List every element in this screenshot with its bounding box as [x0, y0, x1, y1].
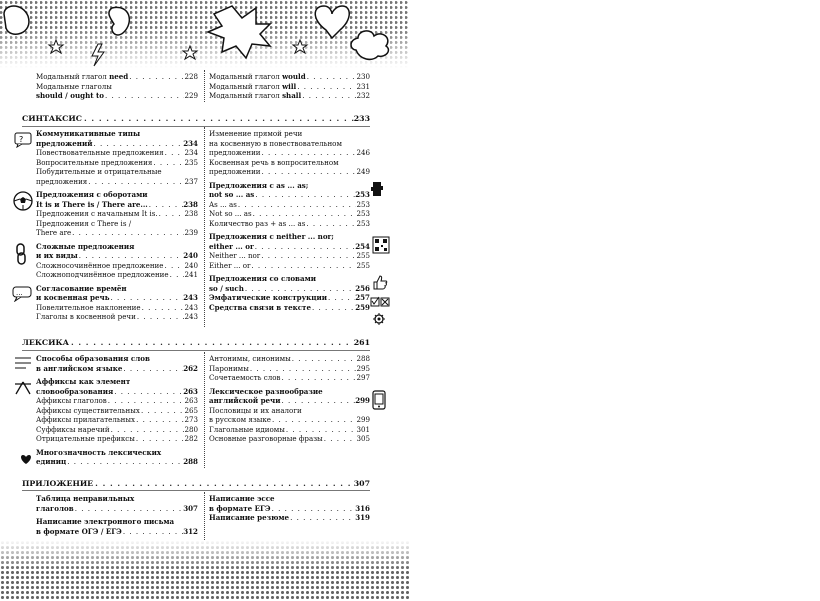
toc-entry-label: Лексическое разнообразие: [209, 386, 323, 396]
cloud-icon: [351, 31, 388, 59]
toc-entry-label: Суффиксы наречий: [36, 424, 110, 434]
toc-entry[interactable]: [36, 303, 198, 313]
toc-entry-page: 253: [356, 218, 370, 228]
toc-entry[interactable]: Модальный глагол shall . . . 232: [209, 91, 370, 101]
toc-entry-label: в английском языке: [36, 363, 123, 373]
toc-entry-label: предложений: [36, 138, 93, 148]
toc-entry-page: 262: [183, 363, 198, 373]
toc-entry[interactable]: [36, 387, 198, 397]
toc-entry[interactable]: [36, 190, 198, 200]
section-rule: [22, 490, 370, 491]
toc-entry[interactable]: [209, 387, 370, 397]
toc-entry-label: Аффиксы глаголов: [36, 396, 107, 405]
toc-entry-label: Предложения с There is /: [36, 218, 132, 228]
toc-entry-page: 282: [184, 434, 198, 443]
toc-entry-label: As ... as: [209, 199, 237, 209]
toc-entry-label: Отрицательные префиксы: [36, 434, 135, 443]
toc-entry-label: Согласование времён: [36, 283, 127, 293]
toc-entry[interactable]: [209, 303, 370, 313]
toc-entry-label: Косвенная речь в вопросительном: [209, 157, 339, 167]
toc-entry[interactable]: [36, 406, 198, 416]
toc-entry[interactable]: [209, 415, 370, 425]
star-icon-2: [293, 40, 307, 53]
toc-entry-label: на косвенную в повествовательном: [209, 138, 342, 148]
toc-entry-page: 240: [183, 251, 198, 260]
toc-entry[interactable]: should / ought to . . . 229: [36, 91, 198, 101]
toc-entry-label: предложении: [209, 148, 261, 157]
toc-entry[interactable]: [209, 261, 370, 271]
star-icon: [49, 40, 63, 53]
toc-entry[interactable]: [209, 373, 370, 383]
toc-entry-label: Написание электронного письма: [36, 517, 175, 526]
toc-entry-page: 280: [184, 424, 198, 434]
balance-icon: [14, 380, 32, 396]
toc-entry-label: Способы образования слов: [36, 354, 150, 363]
toc-entry-label: Таблица неправильных: [36, 494, 135, 503]
toc-entry[interactable]: [209, 129, 370, 139]
toc-entry[interactable]: [36, 457, 198, 467]
toc-entry[interactable]: [209, 354, 370, 364]
toc-entry-page: 239: [184, 228, 198, 237]
toc-entry[interactable]: Модальный глагол would . . . 230: [209, 72, 370, 82]
gear-icon: [372, 312, 386, 326]
toc-entry[interactable]: [36, 494, 198, 504]
toc-entry[interactable]: [209, 364, 370, 374]
toc-entry-label: Предложения с начальным It is.: [36, 209, 158, 218]
toc-entry-page: 288: [183, 457, 198, 466]
toc-entry[interactable]: [36, 527, 198, 537]
toc-entry[interactable]: [36, 312, 198, 322]
toc-entry-label: в русском языке: [209, 415, 272, 424]
toc-entry[interactable]: [209, 139, 370, 149]
toc-entry[interactable]: [36, 139, 198, 149]
toc-entry[interactable]: [209, 434, 370, 444]
toc-entry-label: Написание резюме: [209, 513, 290, 522]
speech-question-icon: [14, 132, 32, 148]
toc-entry-page: 243: [184, 302, 198, 312]
toc-entry[interactable]: [209, 274, 370, 284]
toc-entry-label: Побудительные и отрицательные: [36, 167, 162, 176]
drop-icon: [4, 6, 29, 34]
toc-entry-label: английской речи: [209, 396, 281, 405]
toc-entry-page: 319: [355, 513, 370, 522]
toc-entry-label: Сложноподчинённое предложение: [36, 270, 169, 279]
toc-entry-label: so / such: [209, 283, 244, 293]
toc-entry-page: 253: [356, 209, 370, 218]
svg-text:?: ?: [19, 135, 24, 144]
toc-entry[interactable]: [36, 158, 198, 168]
toc-entry-page: 273: [184, 415, 198, 424]
toc-entry[interactable]: [36, 200, 198, 210]
toc-entry[interactable]: [36, 284, 198, 294]
toc-entry-label: Паронимы: [209, 363, 249, 373]
toc-entry-page: 307: [183, 503, 198, 513]
toc-entry-label: Сочетаемость слов: [209, 373, 281, 382]
toc-entry-label: Коммуникативные типы: [36, 129, 141, 138]
toc-entry-page: 234: [183, 138, 198, 148]
svg-text:...: ...: [16, 289, 23, 297]
toc-entry-page: 297: [356, 373, 370, 382]
toc-entry[interactable]: [209, 396, 370, 406]
section-heading-syntax[interactable]: СИНТАКСИС . . . 233: [22, 114, 370, 124]
toc-entry-label: Вопросительные предложения: [36, 157, 153, 167]
toc-entry-label: в формате ЕГЭ: [209, 503, 271, 513]
toc-entry-page: 301: [356, 424, 370, 434]
star-icon-3: [183, 46, 197, 59]
toc-entry[interactable]: [209, 200, 370, 210]
heart-icon: [315, 6, 349, 38]
toc-entry-page: 316: [355, 503, 370, 513]
toc-entry[interactable]: [36, 425, 198, 435]
toc-entry-page: 249: [356, 167, 370, 176]
toc-entry-page: 237: [184, 176, 198, 186]
toc-entry[interactable]: [36, 270, 198, 280]
toc-entry-label: Многозначность лексических: [36, 447, 162, 457]
burst-icon: [208, 6, 270, 58]
toc-entry-page: 241: [184, 270, 198, 279]
qr-code-icon: [372, 236, 390, 254]
toc-entry-label: в формате ОГЭ / ЕГЭ: [36, 526, 122, 536]
toc-entry-label: Not so ... as: [209, 209, 252, 218]
toc-entry-page: 263: [183, 386, 198, 396]
toc-entry-page: 240: [184, 260, 198, 270]
column-divider: [204, 352, 205, 468]
toc-entry-label: Предложения с оборотами: [36, 190, 148, 199]
toc-entry-label: Пословицы и их аналоги: [209, 405, 302, 415]
toc-entry-label: и их виды: [36, 251, 78, 260]
toc-entry-label: Предложения с as ... as;: [209, 180, 309, 190]
toc-entry-label: Предложения со словами: [209, 274, 316, 283]
toc-entry-page: 238: [183, 199, 198, 209]
toc-entry-label: Neither ... nor: [209, 251, 261, 260]
toc-entry-page: 253: [355, 190, 370, 199]
toc-entry-label: Глаголы в косвенной речи: [36, 312, 136, 321]
toc-entry-page: 255: [356, 251, 370, 260]
toc-entry[interactable]: [36, 354, 198, 364]
toc-entry-label: Повествовательные предложения: [36, 148, 164, 157]
toc-entry-page: 253: [356, 199, 370, 209]
toc-entry[interactable]: [209, 284, 370, 294]
toc-entry-page: 288: [356, 354, 370, 363]
toc-entry[interactable]: [209, 158, 370, 168]
toc-entry[interactable]: [209, 190, 370, 200]
toc-entry-page: 312: [183, 526, 198, 536]
toc-entry-page: 246: [356, 148, 370, 157]
toc-entry[interactable]: [209, 425, 370, 435]
toc-entry[interactable]: [209, 494, 370, 504]
toc-entry-label: Предложения с neither ... nor;: [209, 232, 334, 241]
toc-entry-page: 255: [356, 260, 370, 270]
toc-entry-label: предложении: [209, 167, 261, 176]
toc-entry[interactable]: [36, 251, 198, 261]
toc-entry[interactable]: [36, 396, 198, 406]
checkbox-icon: [370, 296, 390, 308]
toc-entry[interactable]: [36, 415, 198, 425]
toc-entry[interactable]: [36, 434, 198, 444]
toc-entry-label: Повелительное наклонение: [36, 302, 141, 312]
toc-entry-page: 305: [356, 434, 370, 443]
speech-bubble-icon: [12, 286, 34, 302]
toc-entry-label: either ... or: [209, 241, 254, 251]
top-decorations: [0, 0, 410, 68]
toc-entry[interactable]: [36, 364, 198, 374]
toc-entry[interactable]: [36, 209, 198, 219]
toc-entry[interactable]: [36, 129, 198, 139]
toc-entry[interactable]: [209, 242, 370, 252]
toc-entry[interactable]: [36, 167, 198, 177]
toc-entry-label: Сложносочинённое предложение: [36, 260, 164, 270]
toc-entry[interactable]: [36, 148, 198, 158]
toc-entry[interactable]: Модальный глагол need . . . 228: [36, 72, 198, 82]
section-rule: [22, 350, 370, 351]
toc-entry-page: 299: [355, 396, 370, 405]
toc-entry-label: Антонимы, синонимы: [209, 354, 291, 363]
toc-entry[interactable]: [209, 513, 370, 523]
toc-entry[interactable]: [36, 242, 198, 252]
toc-entry-label: Аффиксы прилагательных: [36, 415, 136, 424]
toc-entry-label: Основные разговорные фразы: [209, 434, 323, 443]
toc-entry-label: Either ... or: [209, 260, 251, 270]
toc-entry[interactable]: [36, 517, 198, 527]
chain-link-icon: [14, 243, 28, 265]
toc-entry-label: Эмфатические конструкции: [209, 293, 327, 302]
toc-entry-label: It is и There is / There are...: [36, 199, 148, 209]
toc-entry-page: 254: [355, 241, 370, 251]
toc-entry-page: 235: [184, 157, 198, 167]
toc-entry-label: Аффиксы как элемент: [36, 377, 131, 386]
section-heading-appendix[interactable]: ПРИЛОЖЕНИЕ . . . 307: [22, 479, 370, 489]
toc-entry[interactable]: [36, 228, 198, 238]
toc-entry-label: Написание эссе: [209, 494, 275, 503]
toc-entry[interactable]: [209, 232, 370, 242]
toc-entry-label: Изменение прямой речи: [209, 129, 303, 138]
toc-entry[interactable]: [209, 293, 370, 303]
toc-entry[interactable]: [209, 167, 370, 177]
toc-entry[interactable]: Модальные глаголы: [36, 81, 112, 91]
toc-entry[interactable]: [36, 219, 198, 229]
lightning-icon: [92, 44, 104, 66]
toc-entry-page: 238: [184, 209, 198, 218]
toc-entry-label: Глагольные идиомы: [209, 424, 285, 434]
section-heading-lexis[interactable]: ЛЕКСИКА . . . 261: [22, 338, 370, 348]
toc-entry[interactable]: [209, 251, 370, 261]
toc-entry-label: глаголов: [36, 503, 74, 513]
thumbs-up-icon: [372, 274, 388, 290]
toc-entry-label: Сложные предложения: [36, 241, 135, 251]
football-icon: [12, 190, 34, 212]
toc-entry[interactable]: [36, 448, 198, 458]
toc-entry-label: Средства связи в тексте: [209, 302, 311, 312]
toc-entry[interactable]: [209, 148, 370, 158]
puzzle-icon: [370, 180, 384, 198]
text-lines-icon: [14, 356, 32, 370]
toc-entry[interactable]: [36, 504, 198, 514]
toc-entry-page: 234: [184, 148, 198, 157]
column-divider: [204, 492, 205, 540]
toc-entry-label: not so ... as: [209, 190, 255, 199]
toc-entry[interactable]: [36, 293, 198, 303]
toc-entry[interactable]: [209, 219, 370, 229]
toc-entry-label: словообразования: [36, 386, 114, 396]
phone-icon: [371, 390, 387, 410]
toc-entry[interactable]: [209, 504, 370, 514]
toc-entry[interactable]: [36, 261, 198, 271]
bottom-halftone-band: [0, 540, 410, 601]
column-divider: [204, 127, 205, 327]
toc-entry-page: 243: [183, 293, 198, 302]
section-rule: [22, 126, 370, 127]
toc-entry[interactable]: [209, 209, 370, 219]
toc-entry-page: 256: [355, 283, 370, 293]
toc-entry-label: There are: [36, 228, 72, 237]
paisley-icon: [109, 7, 129, 35]
toc-entry[interactable]: Модальный глагол will . . . 231: [209, 82, 370, 92]
toc-entry-page: 257: [355, 293, 370, 302]
toc-entry-page: 263: [184, 396, 198, 405]
toc-entry-label: Количество раз + as ... as: [209, 218, 306, 228]
hearts-icon: [18, 452, 34, 466]
toc-entry-label: Аффиксы существительных: [36, 405, 140, 415]
column-divider: [204, 70, 205, 102]
toc-entry-label: и косвенная речь: [36, 293, 110, 302]
toc-entry-page: 299: [356, 415, 370, 424]
toc-entry-page: 295: [356, 363, 370, 373]
toc-entry-page: 259: [355, 302, 370, 312]
toc-entry-page: 243: [184, 312, 198, 321]
toc-entry[interactable]: [36, 377, 198, 387]
toc-entry-page: 265: [184, 405, 198, 415]
toc-entry[interactable]: [36, 177, 198, 187]
toc-entry-label: предложения: [36, 176, 88, 186]
toc-entry[interactable]: [209, 181, 370, 191]
toc-entry[interactable]: [209, 406, 370, 416]
toc-entry-label: единиц: [36, 457, 67, 466]
